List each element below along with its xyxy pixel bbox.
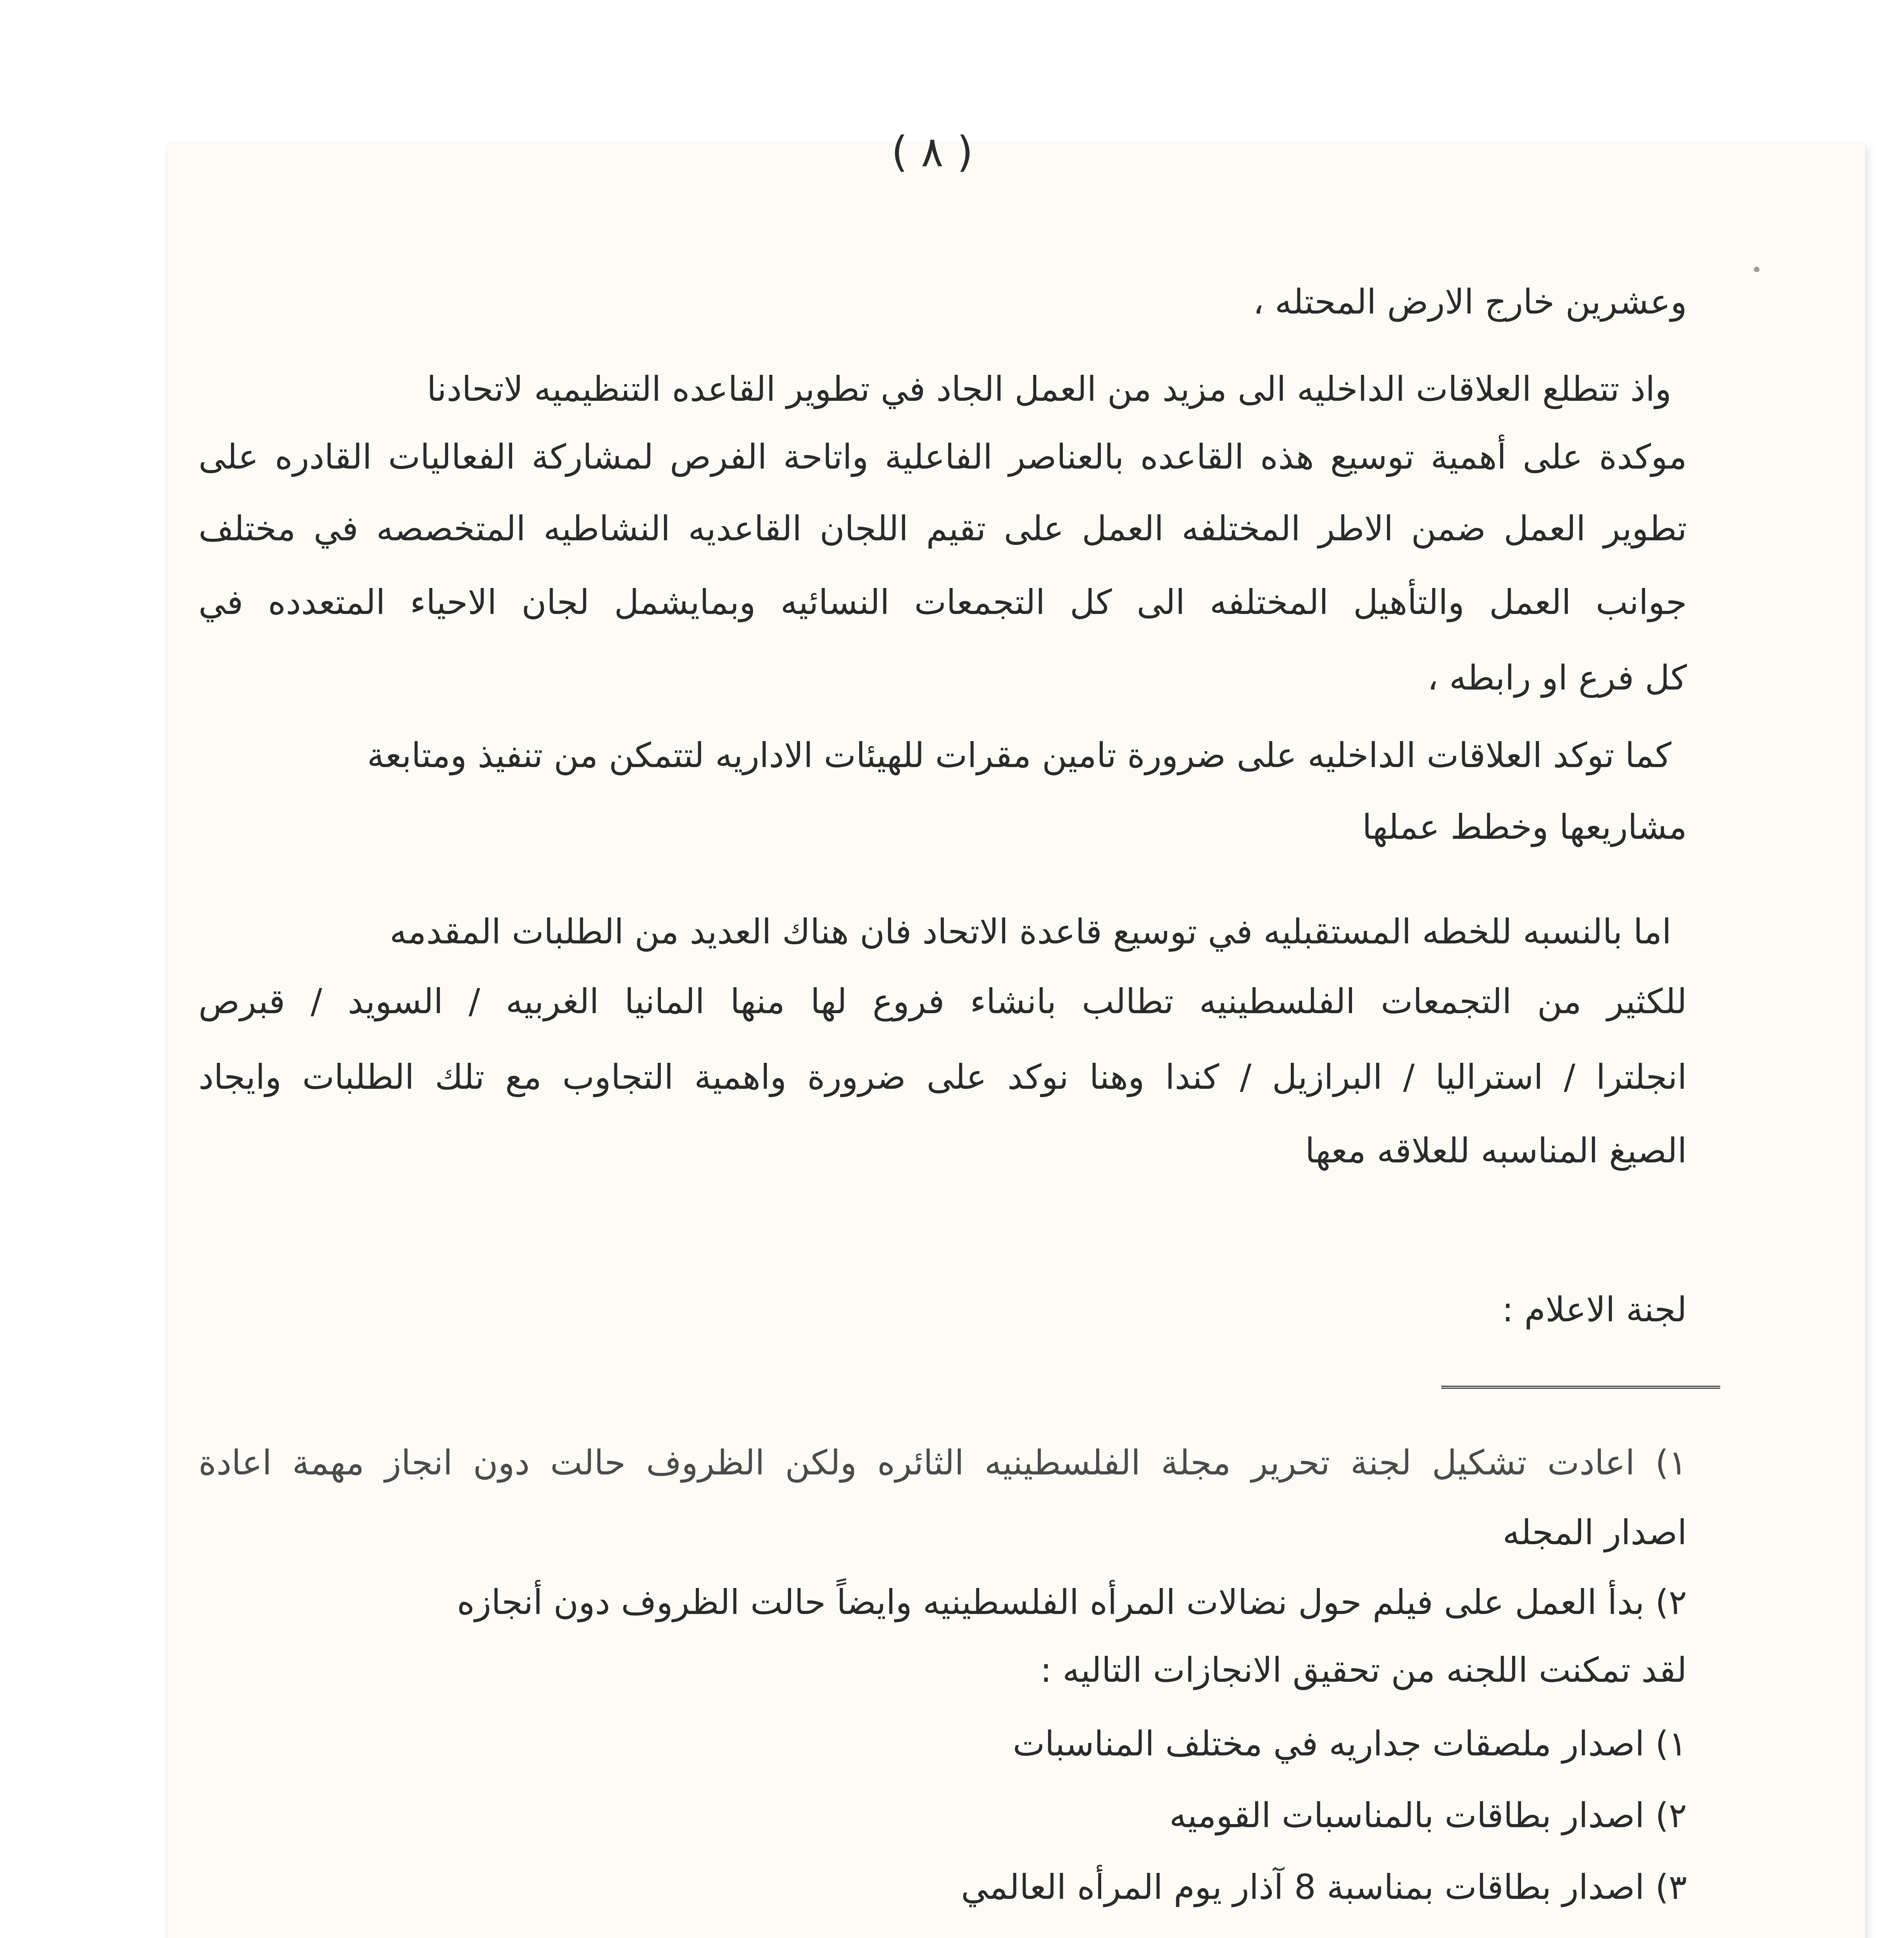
text-line: للكثير من التجمعات الفلسطينيه تطالب بانشاء فروع لها منها المانيا الغربيه / السويد / قبرص: [198, 981, 1687, 1021]
text-line: واذ تتطلع العلاقات الداخليه الى مزيد من العمل الجاد في تطوير القاعده التنظيميه لاتحادنا: [426, 369, 1671, 409]
text-line: تطوير العمل ضمن الاطر المختلفه العمل على تقيم اللجان القاعديه النشاطيه المتخصصه في مختلف: [198, 509, 1687, 548]
list-item: ١) اعادت تشكيل لجنة تحرير مجلة الفلسطينيه الثائره ولكن الظروف حالت دون انجاز مهمة اعادة: [198, 1443, 1687, 1483]
list-item: ٢) اصدار بطاقات بالمناسبات القوميه: [1169, 1795, 1687, 1835]
text-line: مشاريعها وخطط عملها: [1362, 807, 1687, 847]
text-line: الصيغ المناسبه للعلاقه معها: [1305, 1131, 1687, 1171]
margin-mark: [1754, 267, 1759, 272]
section-heading: لجنة الاعلام :: [1502, 1290, 1687, 1329]
text-line: وعشرين خارج الارض المحتله ،: [1253, 282, 1687, 322]
double-rule: [1441, 1386, 1720, 1389]
list-item: ٢) بدأ العمل على فيلم حول نضالات المرأه الفلسطينيه وايضاً حالت الظروف دون أنجازه: [457, 1582, 1687, 1622]
text-line: اما بالنسبه للخطه المستقبليه في توسيع قاعدة الاتحاد فان هناك العديد من الطلبات المقدمه: [390, 912, 1671, 952]
text-line: كل فرع او رابطه ،: [1427, 658, 1687, 698]
list-item: ٣) اصدار بطاقات بمناسبة 8 آذار يوم المرأه العالمي: [961, 1867, 1687, 1907]
text-line: كما توكد العلاقات الداخليه على ضرورة تامين مقرات للهيئات الاداريه لتتمكن من تنفيذ ومتابعة: [367, 735, 1671, 775]
text-line: موكدة على أهمية توسيع هذه القاعده بالعناصر الفاعلية واتاحة الفرص لمشاركة الفعاليات القادره على: [198, 437, 1687, 477]
text-line: انجلترا / استراليا / البرازيل / كندا وهنا نوكد على ضرورة واهمية التجاوب مع تلك الطلبات وايجاد: [198, 1057, 1687, 1097]
heading-underline: [1441, 1370, 1724, 1389]
text-line: جوانب العمل والتأهيل المختلفه الى كل التجمعات النسائيه وبمايشمل لجان الاحياء المتعدده في: [198, 582, 1687, 622]
list-intro: لقد تمكنت اللجنه من تحقيق الانجازات التاليه :: [1040, 1650, 1687, 1690]
list-item: اصدار المجله: [1502, 1512, 1687, 1552]
list-item: ١) اصدار ملصقات جداريه في مختلف المناسبات: [1012, 1724, 1687, 1764]
page-number: ( ٨ ): [891, 128, 973, 176]
